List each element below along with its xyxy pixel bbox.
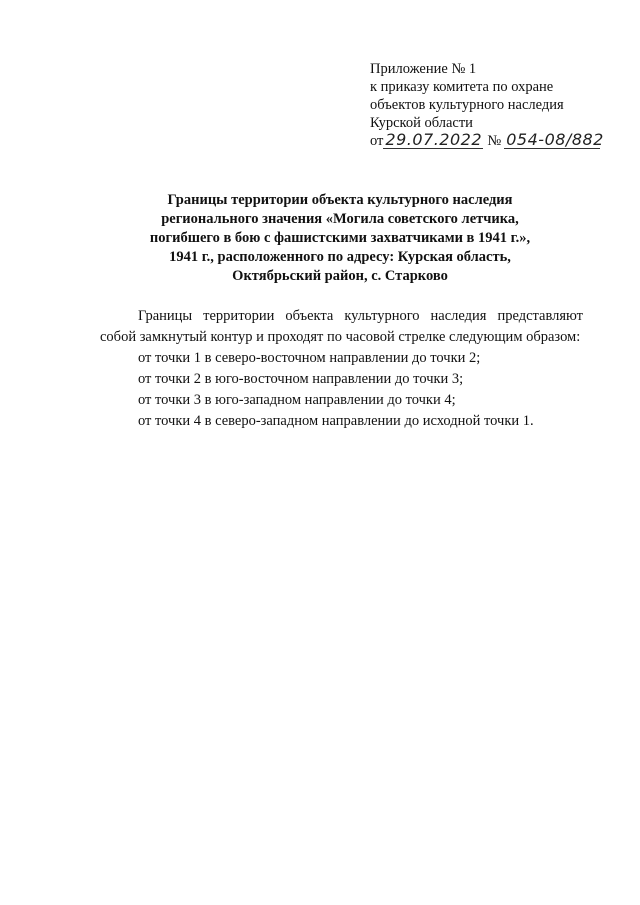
boundary-item: от точки 4 в северо-западном направлении до исходной точки 1. [138,413,534,429]
appendix-header [370,60,620,150]
appendix-number: Приложение № 1 [370,61,477,77]
boundary-item: от точки 2 в юго-восточном направлении до точки 3; [138,371,464,387]
title-line: погибшего в бою с фашистскими захватчиками в 1941 г.», [149,230,531,246]
document-body [100,306,583,432]
appendix-region: Курской области [370,115,473,131]
title-line: регионального значения «Могила советского летчика, [161,211,519,227]
appendix-date-number-line [370,132,620,150]
boundary-item: от точки 1 в северо-восточном направлении до точки 2; [138,350,481,366]
document-title [100,191,580,286]
handwritten-order-number: 054-08/882 [506,130,604,149]
handwritten-date: 29.07.2022 [385,130,483,149]
intro-paragraph: Границы территории объекта культурного наследия представляют собой замкнутый контур и проходят по часовой стрелке следующим образом: [100,308,583,345]
appendix-committee: объектов культурного наследия [370,97,564,113]
boundary-item: от точки 3 в юго-западном направлении до точки 4; [138,392,456,408]
title-line: Границы территории объекта культурного наследия [167,192,513,208]
number-label: № [487,133,502,149]
title-line: Октябрьский район, с. Старково [232,268,448,284]
title-line: 1941 г., расположенного по адресу: Курская область, [169,249,511,265]
appendix-order-ref: к приказу комитета по охране [370,79,554,95]
from-label: от [370,133,384,149]
